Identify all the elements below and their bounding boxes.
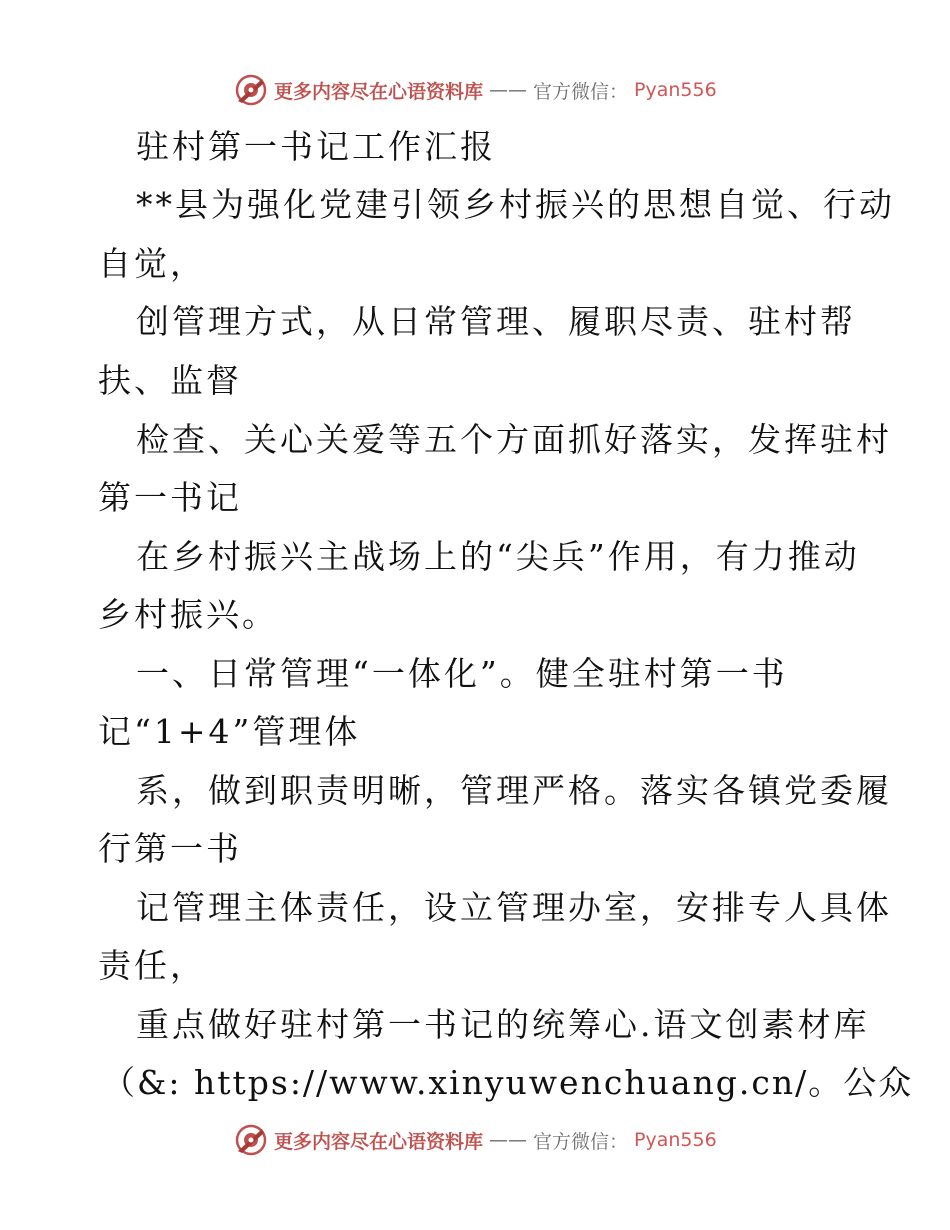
- paragraph-line: 记“1+4”管理体: [98, 712, 361, 751]
- header-banner: [234, 72, 717, 108]
- banner-wechat-label: 官方微信：: [533, 80, 629, 103]
- quill-logo-icon: [234, 73, 268, 107]
- banner-brand-text: 更多内容尽在心语资料库: [274, 1130, 484, 1153]
- paragraph-line: **县为强化党建引领乡村振兴的思想自觉、行动: [136, 185, 895, 224]
- section-heading-line: 一、日常管理“一体化”。健全驻村第一书: [136, 654, 788, 693]
- paragraph-line: 记管理主体责任，设立管理办室，安排专人具体: [136, 888, 892, 927]
- paragraph-line: 创管理方式，从日常管理、履职尽责、驻村帮: [136, 302, 856, 341]
- paragraph-line: 扶、监督: [98, 361, 242, 400]
- banner-wechat-account: Pyan556: [634, 79, 717, 101]
- paragraph-line: 乡村振兴。: [98, 595, 278, 634]
- quill-logo-icon: [234, 1123, 268, 1157]
- banner-dash: ——: [489, 1129, 528, 1151]
- paragraph-line: 行第一书: [98, 829, 242, 868]
- paragraph-line: 系，做到职责明晰，管理严格。落实各镇党委履: [136, 771, 892, 810]
- paragraph-line-url: （&: https://www.xinyuwenchuang.cn/。公众: [102, 1063, 914, 1102]
- paragraph-line: 重点做好驻村第一书记的统筹心.语文创素材库: [136, 1005, 870, 1044]
- banner-brand-text: 更多内容尽在心语资料库: [274, 80, 484, 103]
- document-title: 驻村第一书记工作汇报: [136, 127, 496, 166]
- paragraph-line: 检查、关心关爱等五个方面抓好落实，发挥驻村: [136, 420, 892, 459]
- paragraph-line: 责任，: [98, 946, 206, 985]
- paragraph-line: 在乡村振兴主战场上的“尖兵”作用，有力推动: [136, 537, 860, 576]
- banner-wechat-label: 官方微信：: [533, 1130, 629, 1153]
- footer-banner: [234, 1122, 717, 1158]
- paragraph-line: 第一书记: [98, 478, 242, 517]
- paragraph-line: 自觉，: [98, 244, 206, 283]
- banner-dash: ——: [489, 79, 528, 101]
- banner-wechat-account: Pyan556: [634, 1129, 717, 1151]
